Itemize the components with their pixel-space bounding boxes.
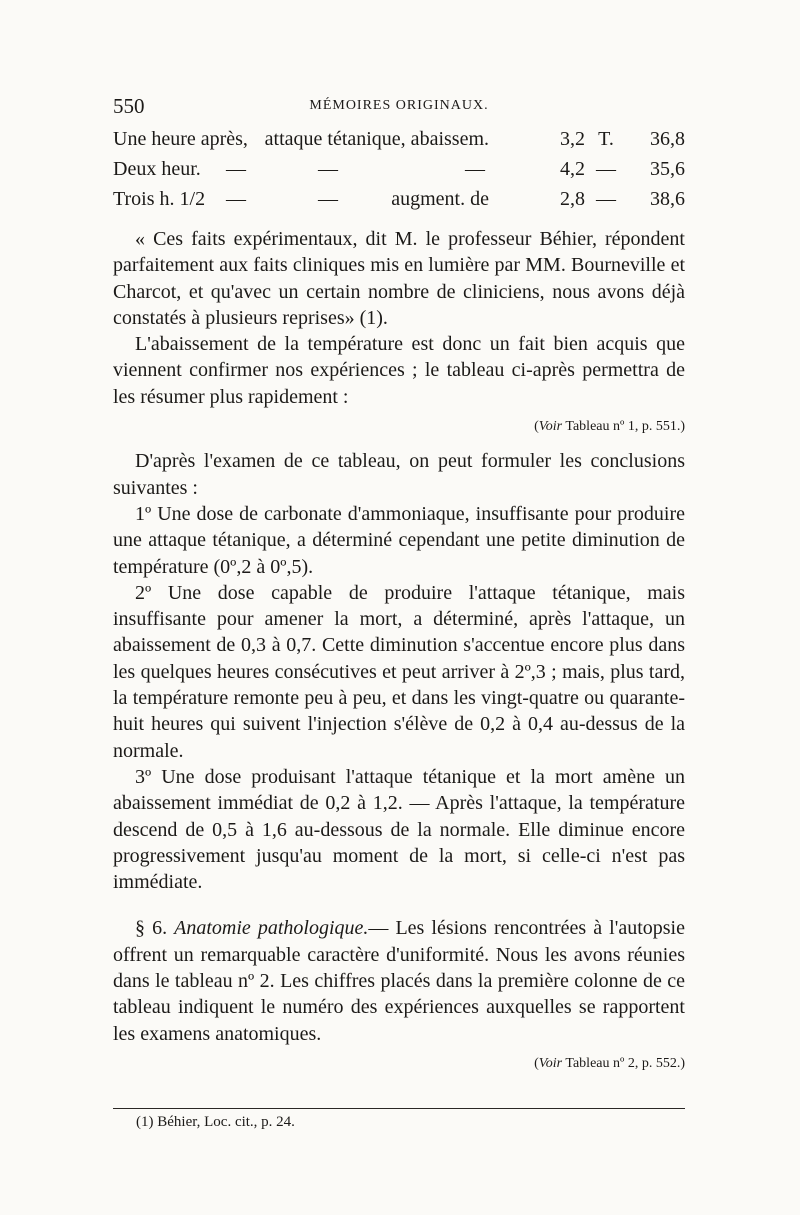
reference-voir: Voir [538,419,563,435]
page-number: 550 [113,94,145,118]
running-title: MÉMOIRES ORIGINAUX. [309,98,489,113]
row-time: Deux heur. [113,158,201,180]
row-time: Une heure après, [113,128,248,150]
row-temp: 35,6 [650,158,685,180]
row-value: 2,8 [560,188,585,210]
row-value: 3,2 [560,128,585,150]
section-spacer [113,895,685,915]
row-temp-label: — [596,158,616,180]
reference-voir: Voir [538,1055,563,1071]
paragraph: 1º Une dose de carbonate d'ammoniaque, insuffisante pour produire une attaque tétanique, a déterminé cependant une petite diminution de température (0º,2 à 0º,5). [113,502,685,578]
table-row [113,188,685,218]
temperature-table [113,128,685,218]
row-temp: 38,6 [650,188,685,210]
row-time: Trois h. 1/2 [113,188,206,210]
row-value: 4,2 [560,158,585,180]
paragraph: « Ces faits expérimentaux, dit M. le professeur Béhier, répondent parfaitement aux faits cliniques mis en lumière par MM. Bourneville et Charcot, et qu'avec un certain nombre de cliniciens, nous avons déjà constatés à plusieurs reprises» (1). [113,228,685,329]
body-text [113,226,685,1085]
footnote-rule [113,1108,685,1109]
table-reference: (Voir Tableau nº 2, p. 552.) [534,1055,685,1071]
section-heading: Anatomie pathologique. [174,917,369,940]
paragraph: 2º Une dose capable de produire l'attaque tétanique, mais insuffisante pour amener la mort, a déterminé, après l'attaque, un abaissement de 0,3 à 0,7. Cette diminution s'accentue encore plus dans les quelques heures consécutives et peut arriver à 2º,3 ; mais, plus tard, la température remonte peu à peu, et dans les vingt-quatre ou quarante-huit heures qui suivent l'injection s'élève de 0,2 à 0,4 au-dessus de la normale. [113,581,685,762]
paragraph: D'après l'examen de ce tableau, on peut formuler les conclusions suivantes : [113,450,685,499]
running-head [113,94,685,118]
reference-text: Tableau nº 1, p. 551.) [562,419,685,435]
paragraph: 3º Une dose produisant l'attaque tétanique et la mort amène un abaissement immédiat de 0,2 à 1,2. — Après l'attaque, la température descend de 0,5 à 1,6 au-dessous de la normale. Elle diminue encore progressivement jusqu'au moment de la mort, si celle-ci n'est pas immédiate. [113,765,685,894]
section-text: — Les lésions rencontrées à l'autopsie offrent un remarquable caractère d'uniformité. Nous les avons réunies dans le tableau nº 2. Les chiffres placés dans la première colonne de ce tableau indiquent le numéro des expériences auxquelles se rapportent les examens anatomiques. [113,917,685,1045]
row-ditto: — [318,188,338,210]
paragraph: L'abaissement de la température est donc un fait bien acquis que viennent confirmer nos expériences ; le tableau ci-après permettra de les résumer plus rapidement : [113,333,685,408]
section-number: § 6. [135,917,168,940]
row-ditto: — [226,158,246,180]
reference-text: Tableau nº 2, p. 552.) [562,1055,685,1071]
footnote: (1) Béhier, Loc. cit., p. 24. [136,1114,295,1130]
row-event: augment. de [391,188,489,210]
row-ditto: — [318,158,338,180]
table-row [113,128,685,158]
row-event: attaque tétanique, abaissem. [264,128,489,150]
row-temp-label: — [596,188,616,210]
row-ditto: — [226,188,246,210]
row-temp: 36,8 [650,128,685,150]
table-row [113,158,685,188]
table-reference: (Voir Tableau nº 1, p. 551.) [534,419,685,435]
row-temp-label: T. [598,128,614,150]
section-paragraph [113,915,685,1046]
row-event: — [465,158,485,180]
